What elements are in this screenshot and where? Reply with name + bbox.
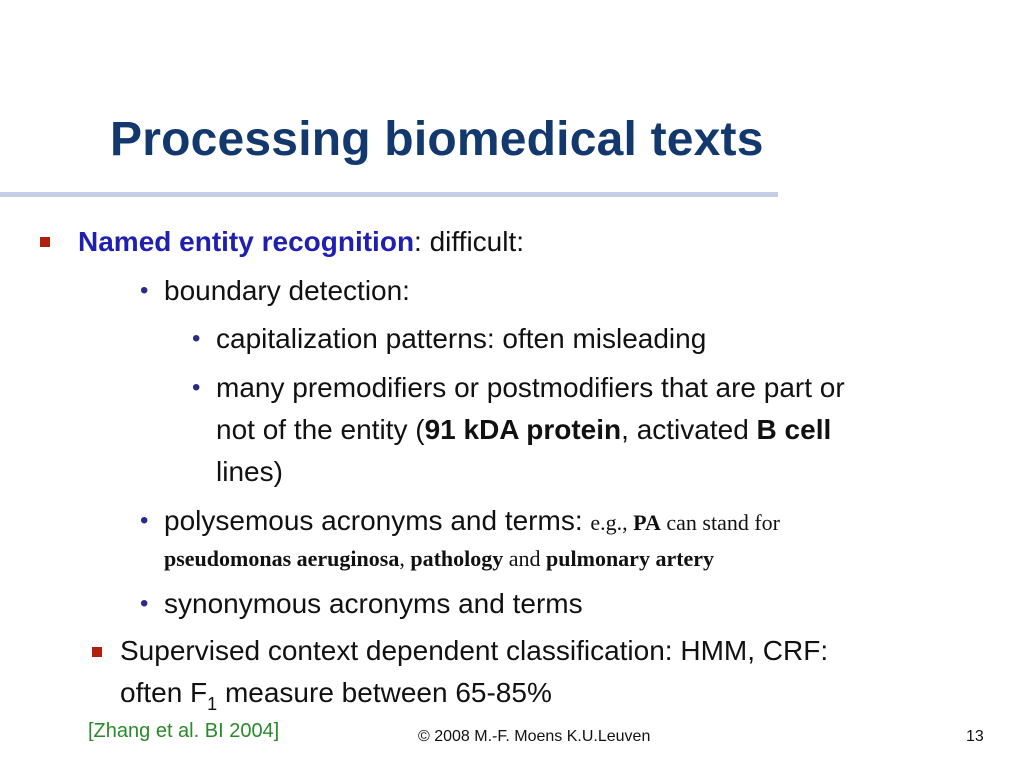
term-pseudomonas: pseudomonas aeruginosa xyxy=(164,546,400,571)
slide-title: Processing biomedical texts xyxy=(110,113,764,166)
square-bullet-icon xyxy=(40,237,50,247)
boundary-detection: boundary detection: xyxy=(164,275,410,306)
premodifiers-line3: lines) xyxy=(216,456,283,487)
dot-bullet-icon: • xyxy=(140,277,149,304)
dot-bullet-icon: • xyxy=(192,325,201,352)
square-bullet-icon xyxy=(92,647,102,657)
premodifiers-line2 xyxy=(216,413,831,447)
text-span: can stand for xyxy=(660,510,780,535)
example-protein: 91 kDA protein xyxy=(424,414,622,445)
premodifiers-line1: many premodifiers or postmodifiers that are part or xyxy=(216,372,845,403)
polysemous-line1 xyxy=(164,504,780,540)
dot-bullet-icon: • xyxy=(140,590,149,617)
text-span: polysemous acronyms and terms: xyxy=(164,505,591,536)
capitalization-patterns: capitalization patterns: often misleading xyxy=(216,323,707,354)
acronym-pa: PA xyxy=(633,510,661,535)
text-span: and xyxy=(503,546,547,571)
term-pulmonary-artery: pulmonary artery xyxy=(546,546,715,571)
footer-copyright: © 2008 M.-F. Moens K.U.Leuven xyxy=(418,728,651,745)
ner-term: Named entity recognition xyxy=(78,226,415,257)
supervised-line2 xyxy=(120,676,552,721)
text-span: often F xyxy=(120,677,208,708)
ner-rest: : difficult: xyxy=(414,226,525,257)
supervised-line1: Supervised context dependent classification: HMM, CRF: xyxy=(120,635,829,666)
polysemous-line2 xyxy=(164,540,714,576)
dot-bullet-icon: • xyxy=(140,507,149,534)
page-number: 13 xyxy=(966,728,984,745)
text-span: not of the entity ( xyxy=(216,414,425,445)
text-span: , xyxy=(399,546,411,571)
text-span: , activated xyxy=(621,414,757,445)
subscript: 1 xyxy=(207,694,218,714)
title-underline xyxy=(0,192,778,197)
text-span: e.g., xyxy=(590,510,634,535)
term-pathology: pathology xyxy=(410,546,504,571)
citation: [Zhang et al. BI 2004] xyxy=(88,720,280,742)
text-span: measure between 65-85% xyxy=(217,677,552,708)
dot-bullet-icon: • xyxy=(192,374,201,401)
example-bcell: B cell xyxy=(756,414,832,445)
synonymous-acronyms: synonymous acronyms and terms xyxy=(164,588,583,619)
bullet-ner xyxy=(78,225,524,259)
